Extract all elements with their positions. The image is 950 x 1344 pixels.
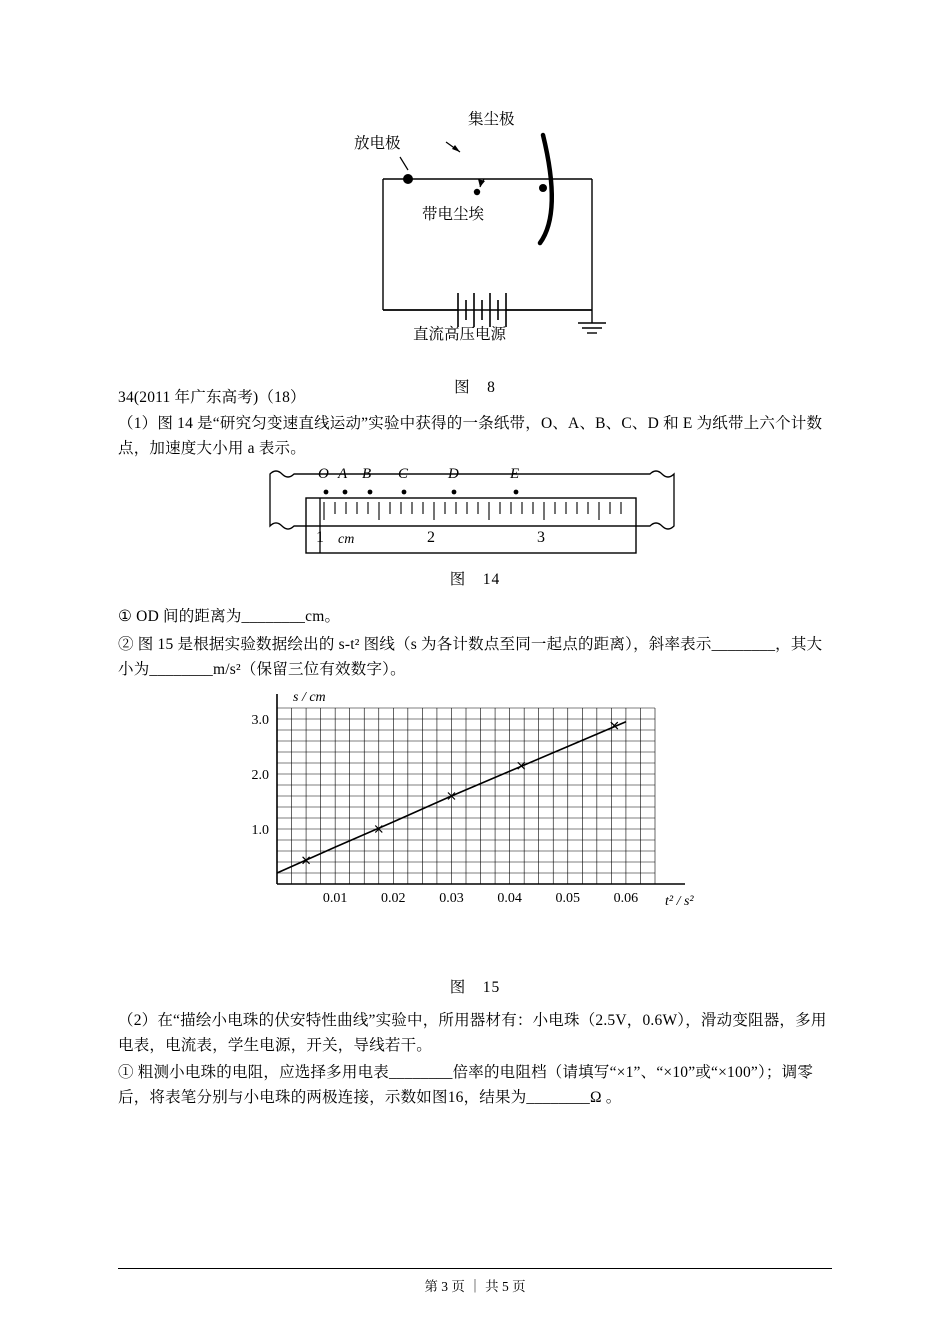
figure14-point-B: B bbox=[362, 466, 372, 482]
figure14-ruler-3: 3 bbox=[537, 529, 545, 546]
figure15-caption: 图 15 bbox=[449, 979, 501, 996]
chart-xlabel: t² / s² bbox=[665, 894, 694, 909]
figure-15-chart bbox=[215, 686, 715, 971]
question-1-text: （1）图 14 是“研究匀变速直线运动”实验中获得的一条纸带，O、A、B、C、D 和 E 为纸带上六个计数点，加速度大小用 a 表示。 bbox=[118, 415, 823, 457]
svg-text:0.02: 0.02 bbox=[381, 891, 406, 906]
figure14-point-O: O bbox=[318, 466, 329, 482]
svg-text:2.0: 2.0 bbox=[251, 768, 269, 783]
figure14-unit-cm: cm bbox=[338, 532, 355, 547]
figure8-label-source: 直流高压电源 bbox=[413, 326, 507, 343]
figure14-point-E: E bbox=[510, 466, 520, 482]
chart-ylabel: s / cm bbox=[293, 690, 326, 705]
figure8-label-discharge: 放电极 bbox=[354, 135, 401, 152]
svg-text:0.06: 0.06 bbox=[613, 891, 639, 906]
figure14-ruler-2: 2 bbox=[427, 529, 435, 546]
figure14-point-C: C bbox=[398, 466, 409, 482]
svg-text:0.04: 0.04 bbox=[497, 891, 522, 906]
footer-divider bbox=[118, 1268, 832, 1269]
svg-text:0.01: 0.01 bbox=[322, 891, 348, 906]
item-2-text: ② 图 15 是根据实验数据绘出的 s-t² 图线（s 为各计数点至同一起点的距离），斜率表示________，其大小为________m/s²（保留三位有效数字）。 bbox=[118, 636, 823, 678]
figure14-point-A: A bbox=[338, 466, 348, 482]
item-1-text: ① OD 间的距离为________cm。 bbox=[118, 608, 341, 625]
item-3-text: ① 粗测小电珠的电阻，应选择多用电表________倍率的电阻档（请填写“×1”、“×10”或“×100”）；调零后，将表笔分别与小电珠的两极连接，示数如图16，结果为________Ω 。 bbox=[118, 1064, 814, 1106]
figure14-caption: 图 14 bbox=[449, 571, 501, 588]
figure-8 bbox=[300, 95, 680, 380]
figure-14 bbox=[262, 466, 682, 566]
question-2-text: （2）在“描绘小电珠的伏安特性曲线”实验中，所用器材有：小电珠（2.5V，0.6W），滑动变阻器，多用电表，电流表，学生电源，开关，导线若干。 bbox=[118, 1012, 827, 1054]
figure14-point-D: D bbox=[448, 466, 459, 482]
svg-text:3.0: 3.0 bbox=[251, 713, 269, 728]
svg-text:1.0: 1.0 bbox=[251, 823, 269, 838]
svg-text:0.03: 0.03 bbox=[439, 891, 464, 906]
figure8-label-dust: 带电尘埃 bbox=[422, 206, 485, 223]
figure14-ruler-1: 1 bbox=[316, 529, 324, 546]
page-footer: 第 3 页 ｜ 共 5 页 bbox=[424, 1279, 526, 1294]
figure8-label-collector: 集尘极 bbox=[468, 111, 515, 128]
svg-text:0.05: 0.05 bbox=[555, 891, 581, 906]
figure8-caption: 图 8 bbox=[454, 379, 496, 396]
question-heading: 34(2011 年广东高考)（18） bbox=[118, 389, 306, 406]
